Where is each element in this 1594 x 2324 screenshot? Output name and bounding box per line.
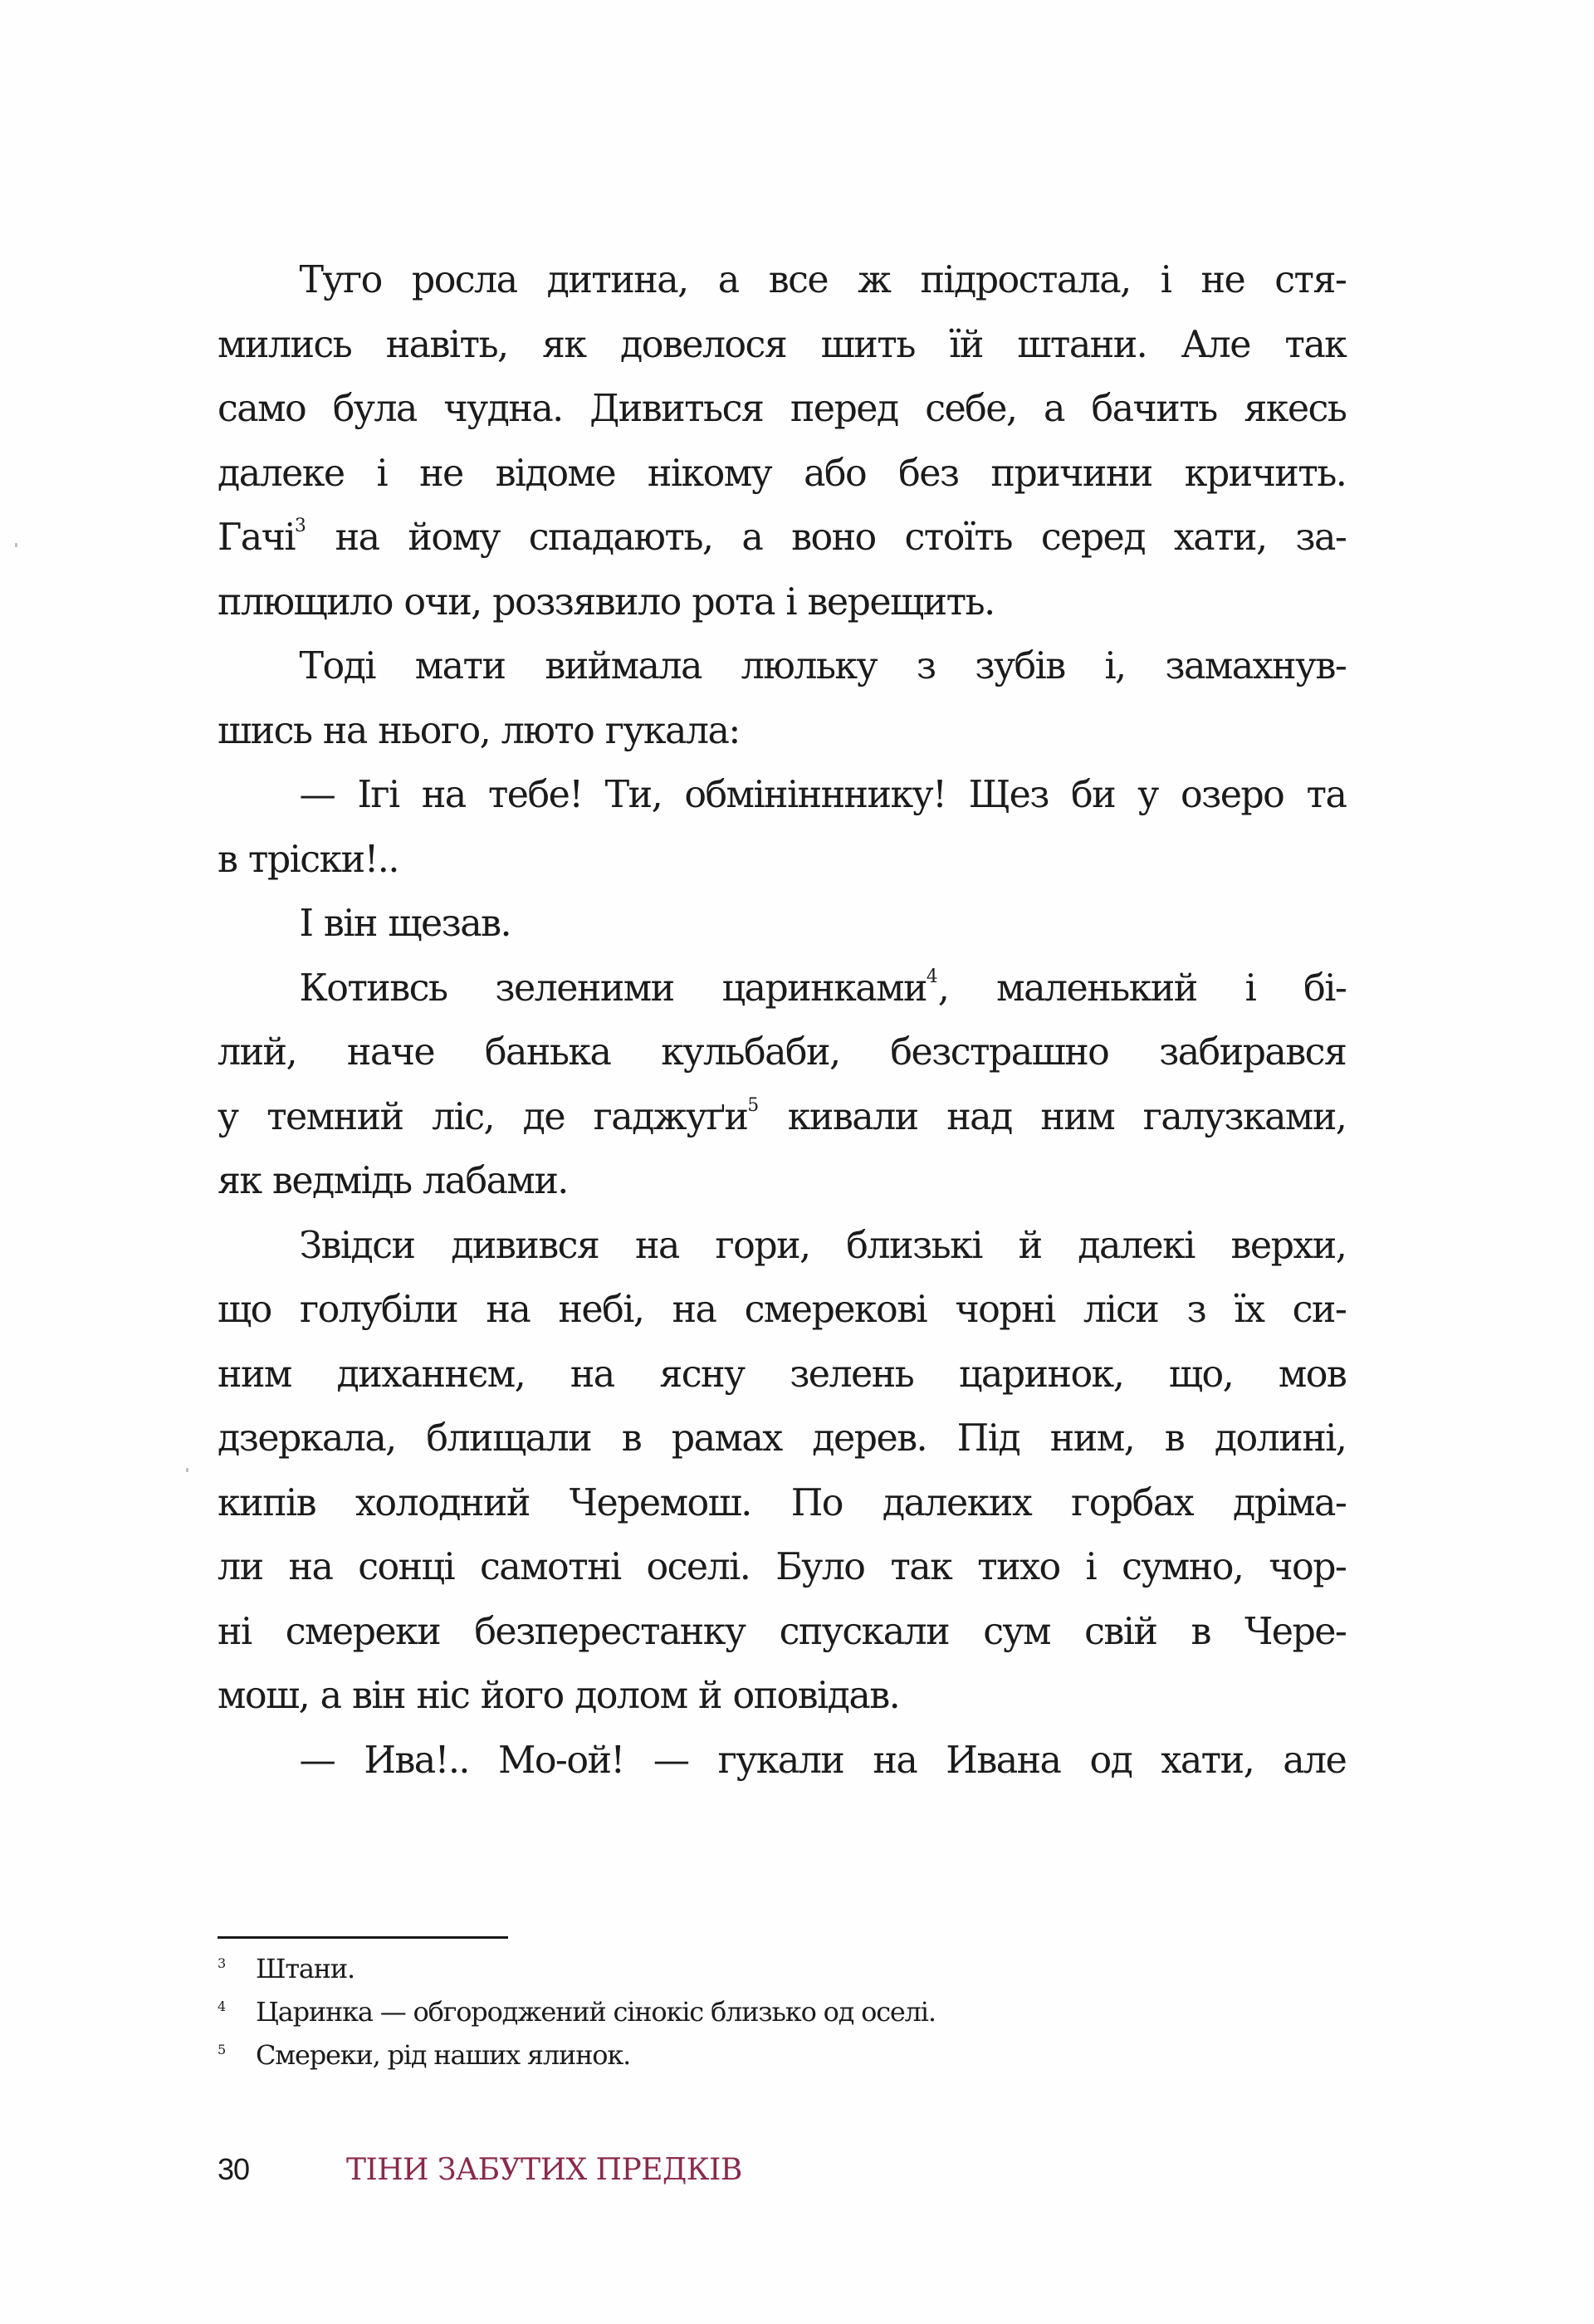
- text-line: мились навіть, як довелося шить їй штани. Але так: [218, 321, 1347, 366]
- footnote-number: 5: [218, 2042, 225, 2057]
- text-line: Тоді мати виймала люльку з зубів і, замахнув-: [299, 643, 1347, 687]
- text-line: — Ігі на тебе! Ти, обмінінннику! Щез би у озеро та: [299, 772, 1347, 816]
- text-line: ли на сонці самотні оселі. Було так тихо і сумно, чор-: [218, 1544, 1347, 1588]
- running-title: ТІНИ ЗАБУТИХ ПРЕДКІВ: [346, 2153, 742, 2187]
- body-text: [218, 247, 1346, 1792]
- text-line: Туго росла дитина, а все ж підростала, і не стя-: [299, 257, 1347, 301]
- text-line: далеке і не відоме нікому або без причини кричить.: [218, 450, 1347, 495]
- text-line: в тріски!..: [218, 836, 398, 881]
- text-line: Гачі$^3$ на йому спадають, а воно стоїть серед хати, за-: [218, 515, 1347, 559]
- footnote-4: [218, 1993, 1214, 2036]
- page-footer: [218, 2152, 742, 2187]
- footnote-ref-5[interactable]: 5: [747, 1094, 760, 1116]
- footnote-text: Царинка — обгороджений сінокіс близько од оселі.: [256, 1996, 936, 2028]
- text-line: — Ива!.. Мо-ой! — гукали на Ивана од хати, але: [299, 1737, 1347, 1782]
- text-line: лий, наче банька кульбаби, безстрашно забирався: [218, 1030, 1347, 1074]
- text-line: мош, а він ніс його долом й оповідав.: [218, 1673, 900, 1717]
- text-line: плющило очи, роззявило рота і верещить.: [218, 579, 995, 624]
- text-line: само була чудна. Дивиться перед себе, а бачить якесь: [218, 386, 1347, 430]
- footnotes: [218, 1950, 1214, 2079]
- footnote-text: Смереки, рід наших ялинок.: [256, 2039, 631, 2071]
- text-line: Звідси дивився на гори, близькі й далекі верхи,: [299, 1222, 1347, 1267]
- text-line: ним диханнєм, на ясну зелень царинок, що, мов: [218, 1351, 1347, 1396]
- text-line: дзеркала, блищали в рамах дерев. Під ним, в долині,: [218, 1416, 1347, 1460]
- page-number: 30: [218, 2152, 250, 2186]
- text-line: як ведмідь лабами.: [218, 1158, 568, 1202]
- text-line: І він щезав.: [299, 901, 511, 945]
- text-line: Котивсь зеленими царинками$^4$, маленький і бі-: [299, 965, 1347, 1010]
- footnote-ref-3[interactable]: 3: [294, 516, 306, 536]
- footnote-ref-4[interactable]: 4: [926, 966, 938, 987]
- footnote-number: 4: [218, 1999, 225, 2014]
- footnote-5: [218, 2036, 1214, 2079]
- text-line: ні смереки безперестанку спускали сум свій в Чере-: [218, 1608, 1347, 1653]
- text-line: у темний ліс, де гаджуґи$^5$ кивали над ним галузками,: [218, 1094, 1347, 1138]
- footnote-number: 3: [218, 1955, 225, 1971]
- text-line: що голубіли на небі, на смерекові чорні ліси з їх си-: [218, 1287, 1347, 1331]
- text-line: шись на нього, люто гукала:: [218, 707, 740, 752]
- scan-speck: [15, 543, 17, 547]
- footnote-text: Штани.: [256, 1953, 354, 1984]
- scan-speck: [186, 1468, 188, 1472]
- footnote-3: [218, 1950, 1214, 1993]
- text-line: кипів холодний Черемош. По далеких горбах дріма-: [218, 1480, 1347, 1524]
- footnote-divider: [218, 1936, 508, 1939]
